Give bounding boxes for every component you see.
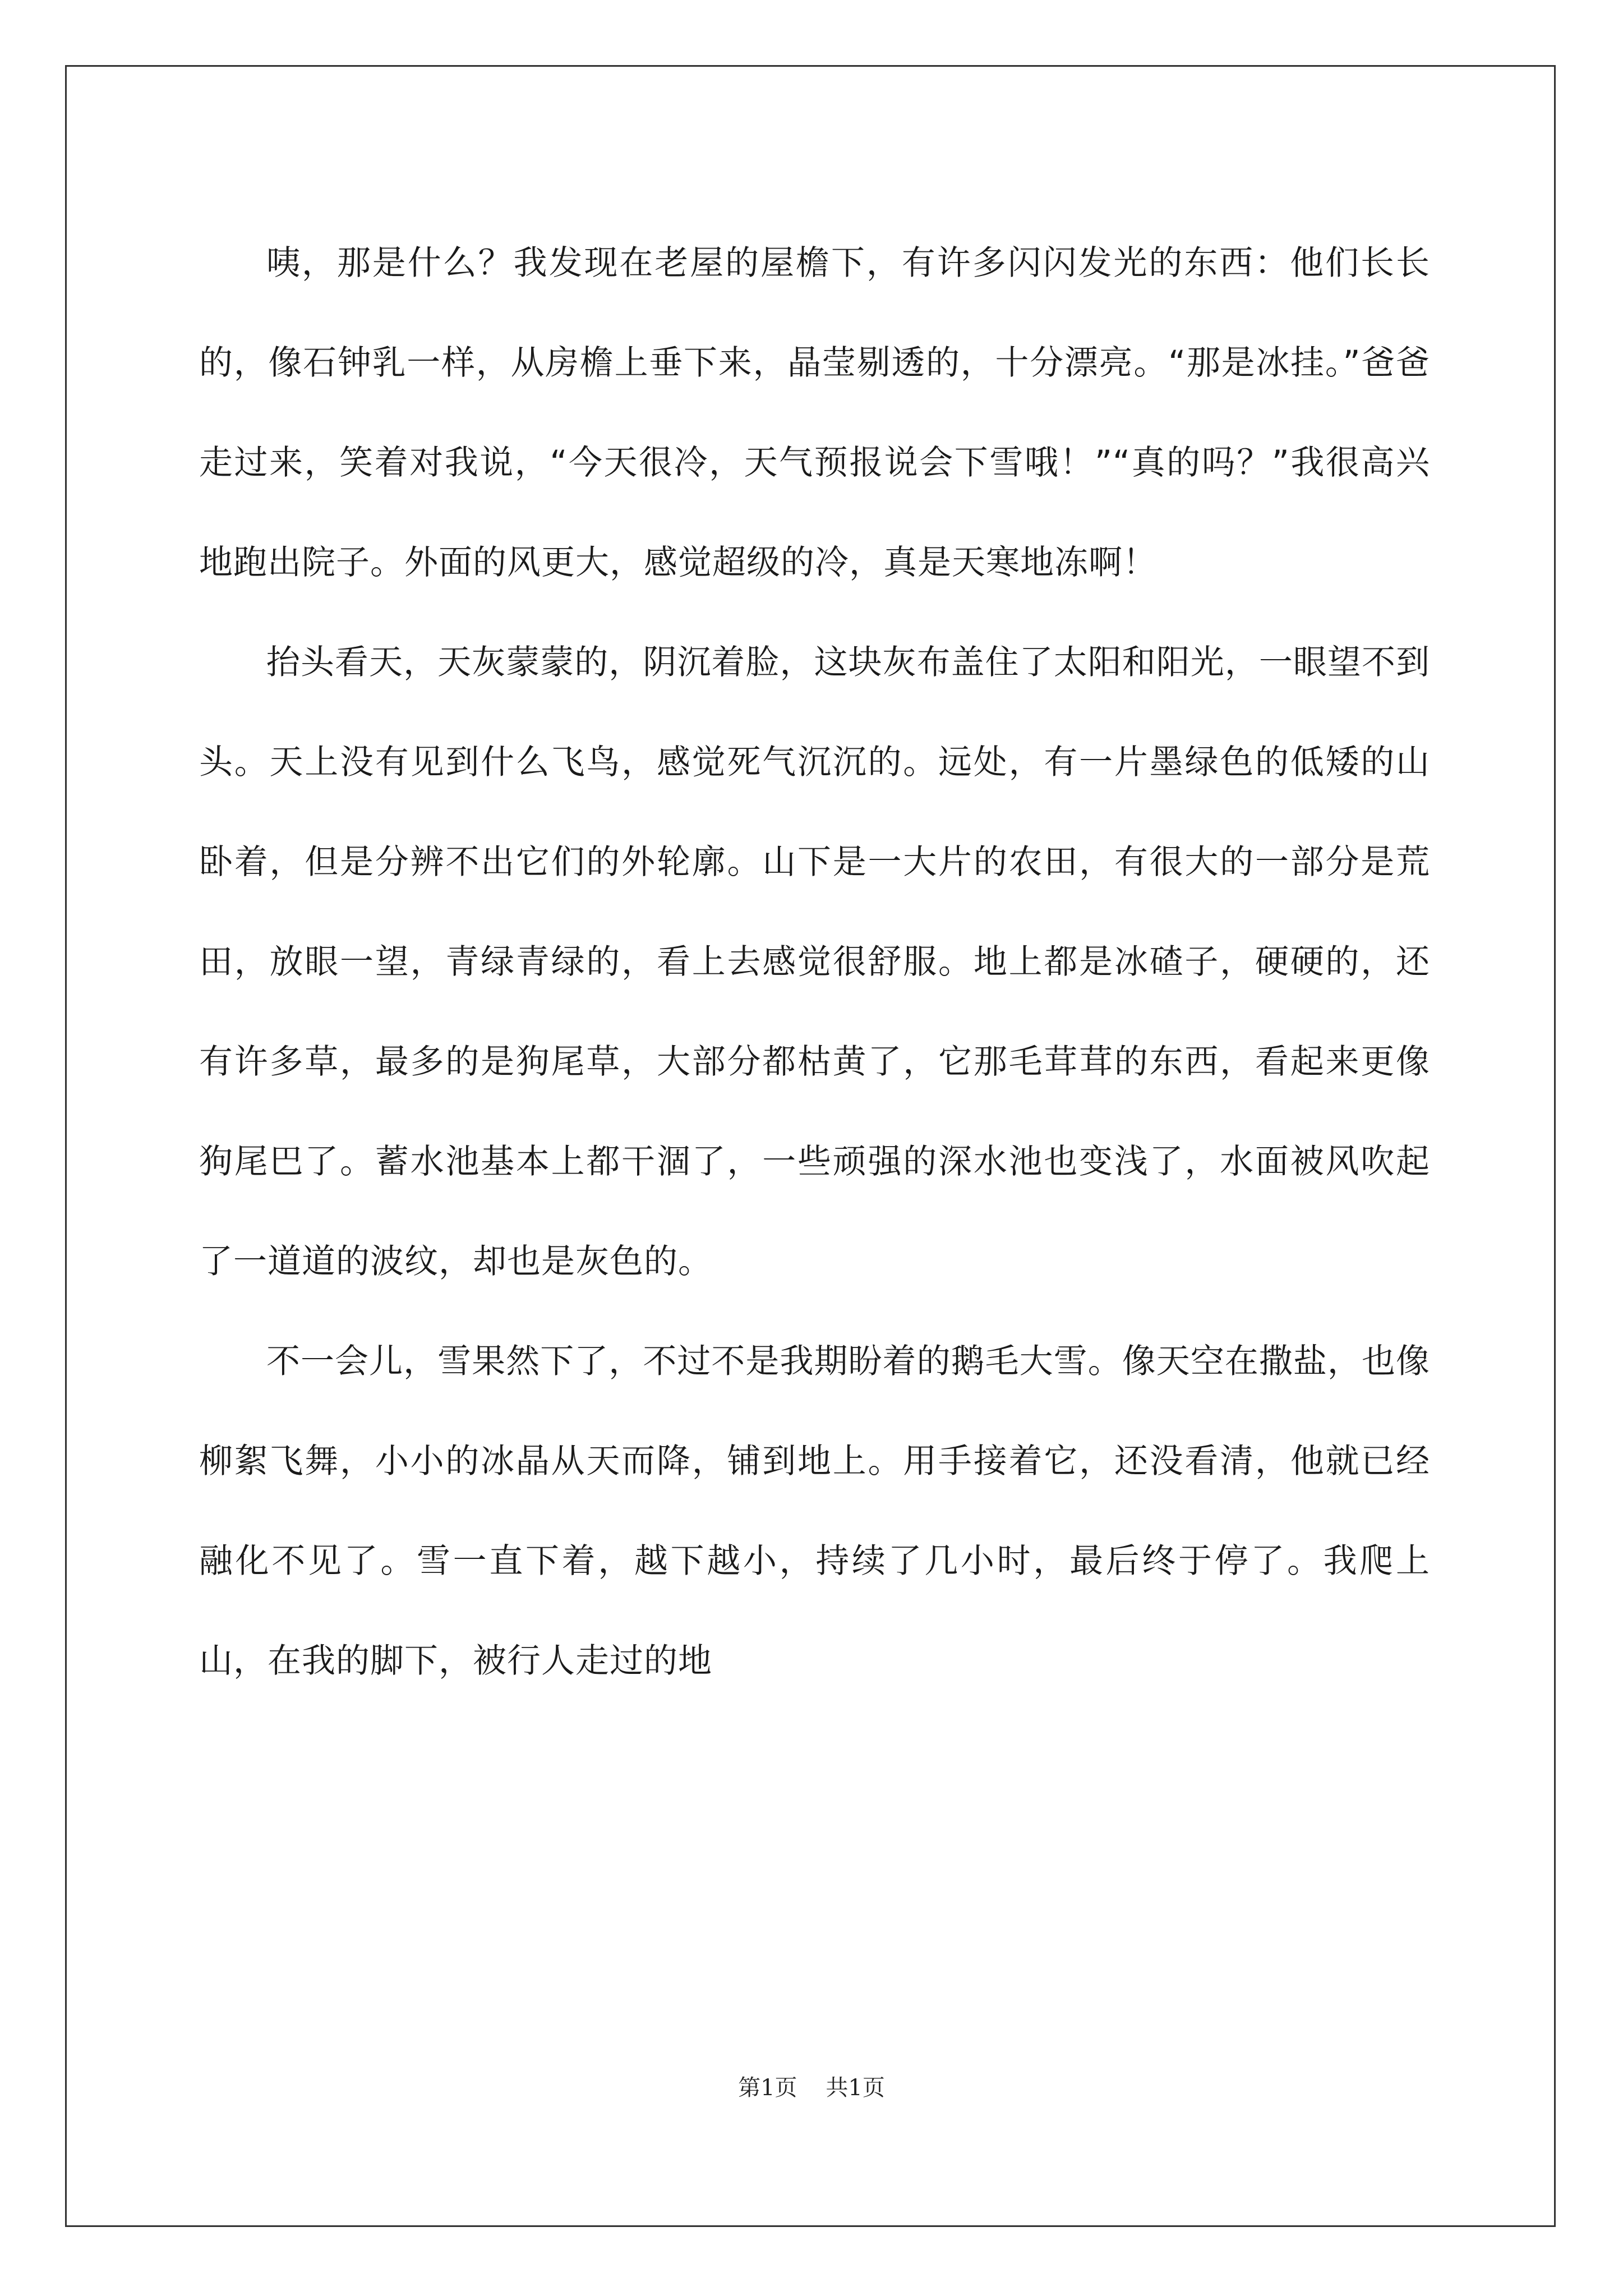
document-body	[199, 213, 1430, 1711]
paragraph-3: 不一会儿，雪果然下了，不过不是我期盼着的鹅毛大雪。像天空在撒盐，也像柳絮飞舞，小小的冰晶从天而降，铺到地上。用手接着它，还没看清，他就已经融化不见了。雪一直下着，越下越小，持续了几小时，最后终于停了。我爬上山，在我的脚下，被行人走过的地	[199, 1342, 1430, 1681]
page-footer	[0, 2070, 1623, 2102]
paragraph-2: 抬头看天，天灰蒙蒙的，阴沉着脸，这块灰布盖住了太阳和阳光，一眼望不到头。天上没有见到什么飞鸟，感觉死气沉沉的。远处，有一片墨绿色的低矮的山卧着，但是分辨不出它们的外轮廓。山下是一大片的农田，有很大的一部分是荒田，放眼一望，青绿青绿的，看上去感觉很舒服。地上都是冰碴子，硬硬的，还有许多草，最多的是狗尾草，大部分都枯黄了，它那毛茸茸的东西，看起来更像狗尾巴了。蓄水池基本上都干涸了，一些顽强的深水池也变浅了，水面被风吹起了一道道的波纹，却也是灰色的。	[199, 643, 1430, 1281]
page-number: 第1页	[738, 2075, 797, 2101]
paragraph-1: 咦，那是什么？我发现在老屋的屋檐下，有许多闪闪发光的东西：他们长长的，像石钟乳一样，从房檐上垂下来，晶莹剔透的，十分漂亮。“那是冰挂。”爸爸走过来，笑着对我说，“今天很冷，天气预报说会下雪哦！”“真的吗？”我很高兴地跑出院子。外面的风更大，感觉超级的冷，真是天寒地冻啊！	[199, 243, 1430, 582]
page-total: 共1页	[826, 2075, 885, 2101]
